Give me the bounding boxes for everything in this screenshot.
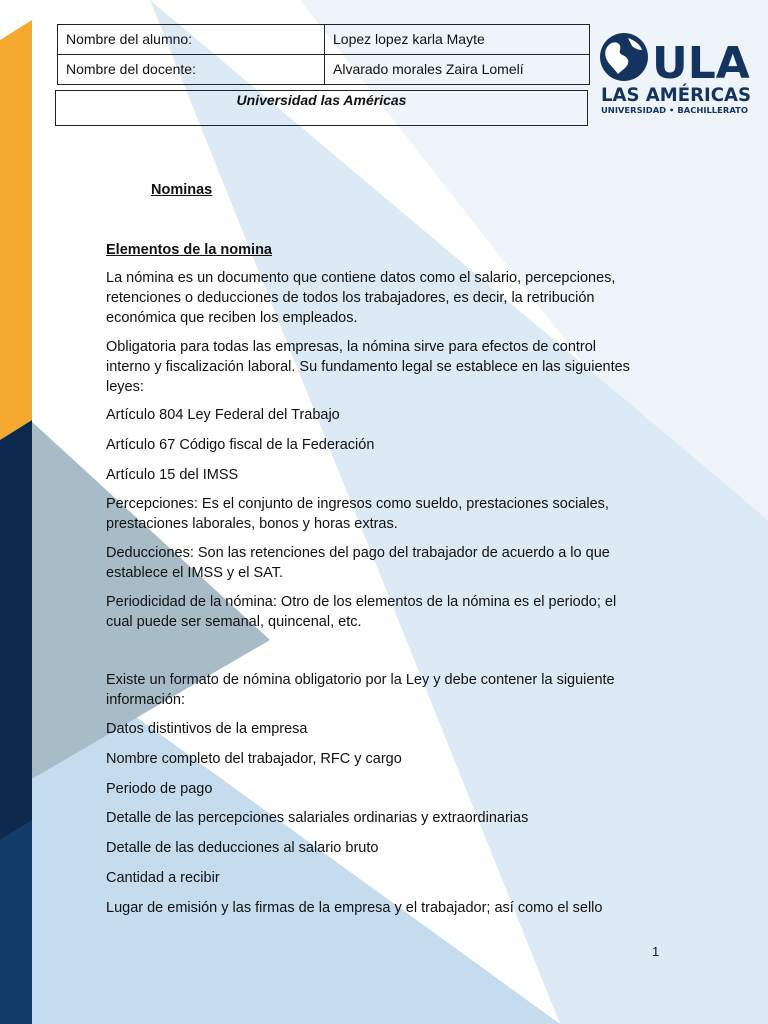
paragraph-line: información: <box>106 692 185 708</box>
student-label: Nombre del alumno: <box>58 25 325 55</box>
list-item: Detalle de las deducciones al salario bruto <box>106 840 379 856</box>
paragraph-line: La nómina es un documento que contiene datos como el salario, percepciones, <box>106 270 616 286</box>
paragraph-line: leyes: <box>106 379 144 395</box>
paragraph-line: establece el IMSS y el SAT. <box>106 565 284 581</box>
student-value: Lopez lopez karla Mayte <box>325 25 590 55</box>
teacher-value: Alvarado morales Zaira Lomelí <box>325 55 590 85</box>
list-item: Nombre completo del trabajador, RFC y cargo <box>106 751 402 767</box>
logo-las-americas-text: LAS AMÉRICAS <box>601 85 755 106</box>
table-row <box>58 25 590 55</box>
paragraph-line: Artículo 15 del IMSS <box>106 467 239 483</box>
section-heading: Elementos de la nomina <box>106 242 272 258</box>
university-box <box>55 90 588 126</box>
globe-icon <box>600 33 648 81</box>
paragraph-line: cual puede ser semanal, quincenal, etc. <box>106 614 362 630</box>
list-item: Detalle de las percepciones salariales ordinarias y extraordinarias <box>106 810 529 826</box>
list-item: Lugar de emisión y las firmas de la empresa y el trabajador; así como el sello <box>106 900 603 916</box>
paragraph-line: interno y fiscalización laboral. Su fundamento legal se establece en las siguientes <box>106 359 630 375</box>
student-info-table <box>57 24 590 85</box>
paragraph-line: Periodicidad de la nómina: Otro de los elementos de la nómina es el periodo; el <box>106 594 617 610</box>
list-item: Cantidad a recibir <box>106 870 220 886</box>
paragraph-line: retenciones o deducciones de todos los trabajadores, es decir, la retribución <box>106 290 595 306</box>
ula-logo <box>598 30 758 120</box>
table-row <box>58 55 590 85</box>
university-title: Universidad las Américas <box>236 92 407 108</box>
paragraph-line: Deducciones: Son las retenciones del pago del trabajador de acuerdo a lo que <box>106 545 610 561</box>
paragraph-line: Artículo 804 Ley Federal del Trabajo <box>106 407 340 423</box>
teacher-label: Nombre del docente: <box>58 55 325 85</box>
paragraph-line: Obligatoria para todas las empresas, la nómina sirve para efectos de control <box>106 339 597 355</box>
paragraph-line: Existe un formato de nómina obligatorio por la Ley y debe contener la siguiente <box>106 672 615 688</box>
page-number: 1 <box>652 944 660 959</box>
logo-ula-text: ULA <box>652 38 750 89</box>
paragraph-line: prestaciones laborales, bonos y horas extras. <box>106 516 398 532</box>
paragraph-line: Percepciones: Es el conjunto de ingresos como sueldo, prestaciones sociales, <box>106 496 609 512</box>
paragraph-line: Artículo 67 Código fiscal de la Federación <box>106 437 375 453</box>
paragraph-line: económica que reciben los empleados. <box>106 310 358 326</box>
list-item: Datos distintivos de la empresa <box>106 721 308 737</box>
list-item: Periodo de pago <box>106 781 213 797</box>
page-title: Nominas <box>151 182 213 198</box>
logo-subtitle-text: UNIVERSIDAD • BACHILLERATO <box>601 106 748 115</box>
